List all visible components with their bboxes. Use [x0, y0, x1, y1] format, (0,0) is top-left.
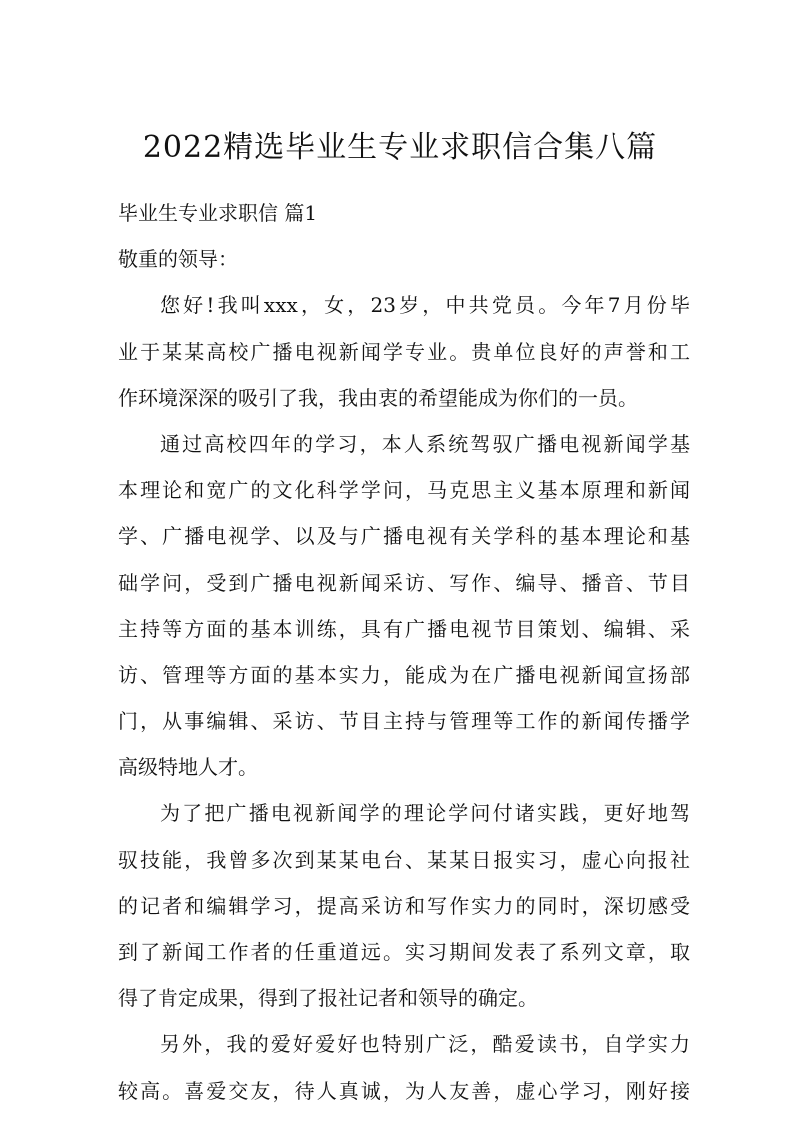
paragraph-4-line-2: 较高。喜爱交友，待人真诚，为人友善，虚心学习，刚好接 — [118, 1078, 690, 1103]
paragraph-4-line-1: 另外，我的爱好爱好也特别广泛，酷爱读书，自学实力 — [160, 1032, 690, 1057]
paragraph-2-line-1: 通过高校四年的学习，本人系统驾驭广播电视新闻学基 — [160, 431, 690, 456]
paragraph-2-line-2: 本理论和宽广的文化科学学问，马克思主义基本原理和新闻 — [118, 478, 690, 503]
paragraph-2-line-4: 础学问，受到广播电视新闻采访、写作、编导、播音、节目 — [118, 570, 690, 595]
salutation: 敬重的领导： — [118, 247, 238, 272]
paragraph-3-line-2: 驭技能，我曾多次到某某电台、某某日报实习，虚心向报社 — [118, 847, 690, 872]
paragraph-3-line-1: 为了把广播电视新闻学的理论学问付诸实践，更好地驾 — [160, 801, 690, 826]
section-heading: 毕业生专业求职信 篇1 — [118, 201, 318, 225]
paragraph-3-line-4: 到了新闻工作者的任重道远。实习期间发表了系列文章，取 — [118, 940, 690, 964]
paragraph-2-line-3: 学、广播电视学、以及与广播电视有关学科的基本理论和基 — [118, 524, 690, 549]
paragraph-1-line-3: 作环境深深的吸引了我，我由衷的希望能成为你们的一员。 — [118, 385, 638, 410]
document-body — [118, 190, 690, 1114]
paragraph-2-line-7: 门，从事编辑、采访、节目主持与管理等工作的新闻传播学 — [118, 709, 690, 734]
paragraph-3-line-3: 的记者和编辑学习，提高采访和写作实力的同时，深切感受 — [118, 893, 690, 918]
paragraph-2-line-5: 主持等方面的基本训练，具有广播电视节目策划、编辑、采 — [118, 616, 690, 641]
paragraph-2-line-8: 高级特地人才。 — [118, 755, 258, 780]
paragraph-3-line-5: 得了肯定成果，得到了报社记者和领导的确定。 — [118, 986, 538, 1011]
paragraph-1-line-2: 业于某某高校广播电视新闻学专业。贵单位良好的声誉和工 — [118, 339, 690, 364]
paragraph-1-line-1: 您好!我叫xxx，女，23岁，中共党员。今年7月份毕 — [160, 293, 690, 318]
paragraph-2-line-6: 访、管理等方面的基本实力，能成为在广播电视新闻宣扬部 — [118, 662, 690, 687]
document-title: 2022精选毕业生专业求职信合集八篇 — [142, 130, 658, 165]
